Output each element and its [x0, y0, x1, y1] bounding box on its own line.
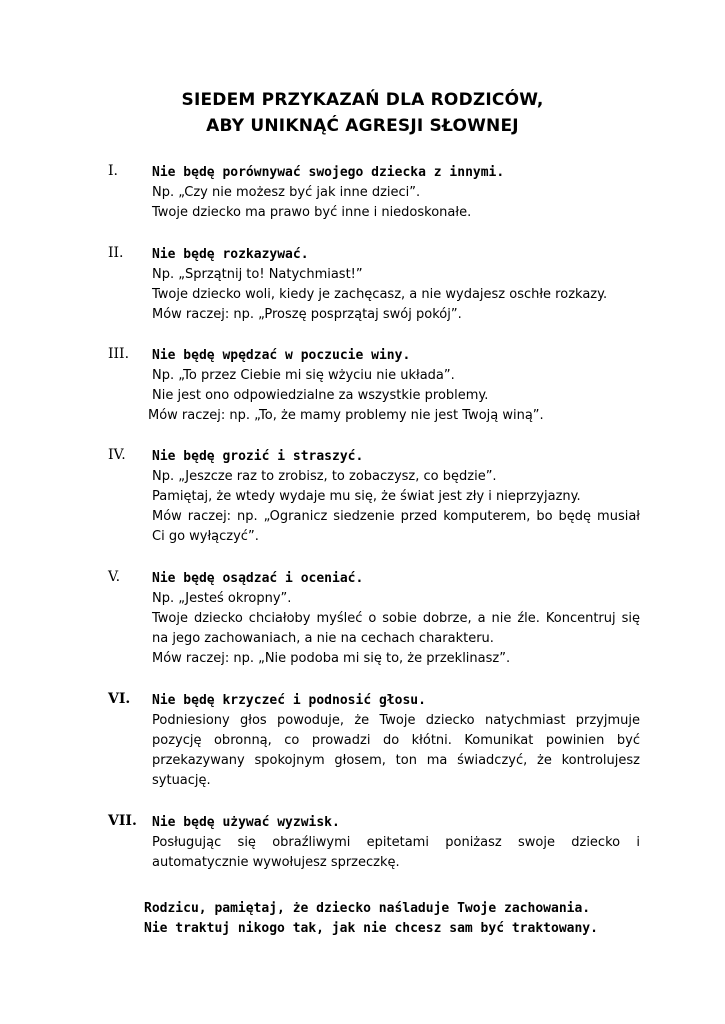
rule-number: VII. [108, 813, 137, 829]
rule-number: V. [108, 569, 121, 585]
rule-heading: Nie będę porównywać swojego dziecka z innymi. [152, 165, 505, 180]
rule-line: Mów raczej: np. „Ogranicz siedzenie przed komputerem, bo będę musiał Ci go wyłączyć”. [152, 509, 640, 544]
rule-line: Posługując się obraźliwymi epitetami poniżasz swoje dziecko i automatycznie wywołujesz sprzeczkę. [152, 835, 640, 870]
rule-number: I. [108, 163, 118, 179]
rule-heading: Nie będę używać wyzwisk. [152, 815, 340, 830]
rule-line: Pamiętaj, że wtedy wydaje mu się, że świat jest zły i nieprzyjazny. [152, 489, 581, 504]
rule-line: Np. „Czy nie możesz być jak inne dzieci”. [152, 185, 421, 200]
rule-line: Np. „Sprzątnij to! Natychmiast!” [152, 267, 363, 282]
rule-line: Mów raczej: np. „Nie podoba mi się to, że przeklinasz”. [152, 651, 511, 666]
rule-line: Twoje dziecko chciałoby myśleć o sobie dobrze, a nie źle. Koncentruj się na jego zachowaniach, a nie na cechach charakteru. [152, 611, 640, 646]
rule-line: Podniesiony głos powoduje, że Twoje dziecko natychmiast przyjmuje pozycję obronną, co prowadzi do kłótni. Komunikat powinien być przekazywany spokojnym głosem, ton ma świadczyć, że kontrolujesz sytuację. [152, 713, 640, 788]
closing-note [144, 899, 598, 939]
rule-heading: Nie będę grozić i straszyć. [152, 449, 364, 464]
rule-heading: Nie będę krzyczeć i podnosić głosu. [152, 693, 426, 708]
page-title-line-2: ABY UNIKNĄĆ AGRESJI SŁOWNEJ [206, 116, 519, 136]
rule-number: IV. [108, 447, 126, 463]
rule-line: Np. „Jesteś okropny”. [152, 591, 292, 606]
rule-line: Twoje dziecko ma prawo być inne i niedoskonałe. [152, 205, 472, 220]
rule-heading: Nie będę osądzać i oceniać. [152, 571, 364, 586]
rule-number: III. [108, 346, 130, 362]
rule-line: Mów raczej: np. „Proszę posprzątaj swój pokój”. [152, 307, 462, 322]
rule-number: II. [108, 245, 124, 261]
rule-line: Np. „To przez Ciebie mi się wżyciu nie układa”. [152, 368, 455, 383]
rule-line: Twoje dziecko woli, kiedy je zachęcasz, a nie wydajesz oschłe rozkazy. [152, 287, 608, 302]
rule-heading: Nie będę rozkazywać. [152, 247, 309, 262]
closing-line-2: Nie traktuj nikogo tak, jak nie chcesz sam być traktowany. [144, 921, 598, 936]
closing-line-1: Rodzicu, pamiętaj, że dziecko naśladuje Twoje zachowania. [144, 901, 591, 916]
rule-line: Mów raczej: np. „To, że mamy problemy nie jest Twoją winą”. [148, 408, 544, 423]
rule-line: Nie jest ono odpowiedzialne za wszystkie problemy. [152, 388, 489, 403]
rule-heading: Nie będę wpędzać w poczucie winy. [152, 348, 411, 363]
rule-line: Np. „Jeszcze raz to zrobisz, to zobaczysz, co będzie”. [152, 469, 497, 484]
page-title-line-1: SIEDEM PRZYKAZAŃ DLA RODZICÓW, [181, 90, 544, 110]
rule-number: VI. [108, 691, 131, 707]
